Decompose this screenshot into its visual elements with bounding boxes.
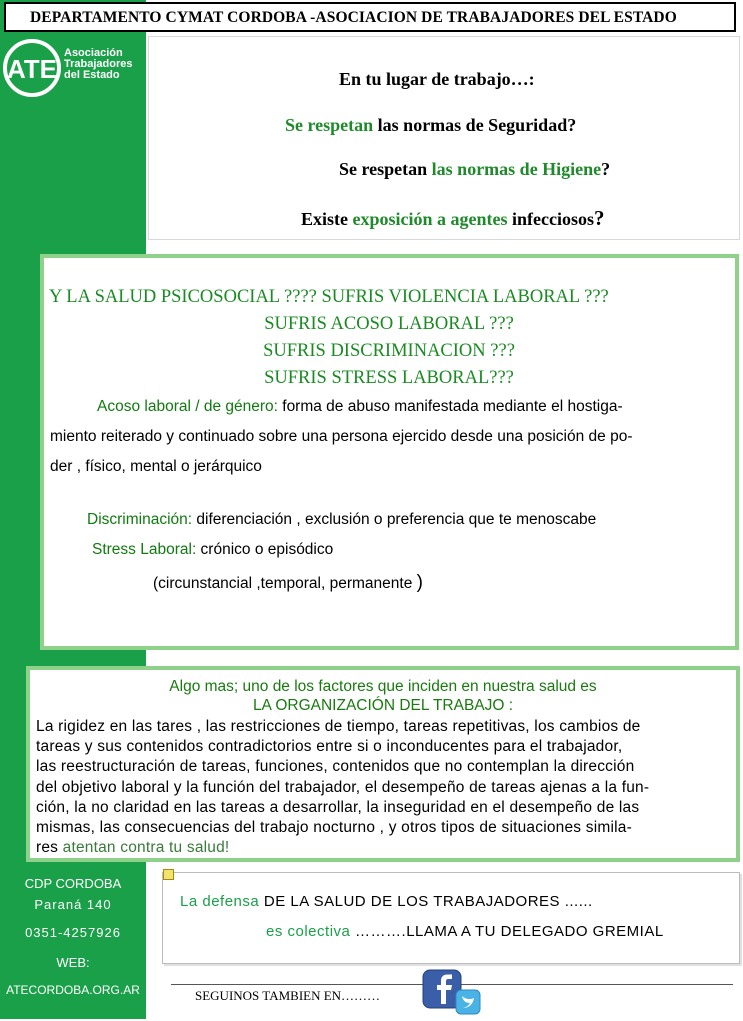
contact-web-label: WEB:: [56, 955, 90, 970]
stress-label: Stress Laboral:: [92, 541, 197, 558]
header-title: DEPARTAMENTO CYMAT CORDOBA -ASOCIACION DE TRABAJADORES DEL ESTADO: [30, 9, 677, 26]
defense-l2-highlight: es colectiva: [266, 923, 351, 940]
organization-paragraph: [36, 717, 736, 858]
defense-line-1: [180, 893, 593, 910]
defense-l1-text: DE LA SALUD DE LOS TRABAJADORES ......: [259, 893, 593, 910]
defense-l1-highlight: La defensa: [180, 893, 260, 910]
q3-pre: Existe: [301, 209, 353, 229]
facebook-link[interactable]: [420, 968, 484, 1016]
contact-phone: 0351-4257926: [25, 925, 121, 940]
ate-logo: [2, 38, 142, 100]
psychosocial-line-4: SUFRIS STRESS LABORAL???: [264, 368, 514, 388]
logo-line-2: Trabajadores: [64, 58, 133, 70]
q2-highlight: las normas de Higiene: [431, 159, 602, 179]
stress-types-text: (circunstancial ,temporal, permanente: [153, 575, 417, 592]
q1-highlight: Se respetan: [285, 115, 374, 135]
logo-line-1: Asociación: [64, 47, 123, 59]
contact-address: Paraná 140: [34, 897, 112, 912]
organization-p-line-6: mismas, las consecuencias del trabajo nocturno , y otros tipos de situaciones simila-: [36, 819, 632, 837]
question-higiene: [339, 159, 610, 180]
stress-types-close: ): [416, 572, 423, 593]
facebook-icon: [420, 968, 484, 1016]
question-agentes: [301, 206, 604, 231]
contact-org: CDP CORDOBA: [24, 876, 122, 891]
organization-p-line-7: [36, 838, 736, 858]
questions-box: [148, 36, 740, 240]
q3-highlight: exposición a agentes: [352, 209, 508, 229]
organization-p-line-3: las reestructuración de tareas, funciones, contenidos que no contemplan la dirección: [36, 758, 635, 776]
organization-p-line-5: ción, la no claridad en las tareas a desarrollar, la inseguridad en el desempeño de las: [36, 798, 640, 816]
logo-line-3: del Estado: [64, 69, 120, 81]
follow-us-text: SEGUINOS TAMBIEN EN………: [195, 988, 381, 1003]
q1-text: las normas de Seguridad?: [373, 115, 577, 135]
q2-pre: Se respetan: [339, 159, 432, 179]
organization-p-line-4: del objetivo laboral y la función del trabajador, el desempeño de tareas ajenas a la fun-: [36, 778, 650, 796]
contact-web-link[interactable]: ATECORDOBA.ORG.AR: [6, 983, 140, 997]
pin-icon: [163, 869, 174, 880]
discriminacion-label: Discriminación:: [87, 511, 193, 528]
psychosocial-box: [40, 254, 739, 650]
q2-post: ?: [601, 159, 611, 179]
discriminacion-text: diferenciación , exclusión o preferencia que te menoscabe: [192, 511, 597, 528]
ate-logo-icon: [2, 38, 62, 98]
stress-types: [153, 572, 423, 594]
organization-p7-pre: res: [36, 839, 63, 857]
defense-l2-text: ……….LLAMA A TU DELEGADO GREMIAL: [350, 923, 664, 940]
organization-line-2: LA ORGANIZACIÓN DEL TRABAJO :: [252, 697, 514, 714]
acoso-label: Acoso laboral / de género:: [97, 398, 278, 415]
q3-mark: ?: [593, 206, 605, 230]
stress-def: [92, 541, 333, 559]
acoso-def-line-1: [97, 398, 623, 416]
q3-post: infecciosos: [507, 209, 594, 229]
logo-mark: ATE: [6, 54, 58, 84]
psychosocial-line-1: Y LA SALUD PSICOSOCIAL ???? SUFRIS VIOLENCIA LABORAL ???: [49, 287, 609, 307]
acoso-def-line-2: miento reiterado y continuado sobre una persona ejercido desde una posición de po-: [50, 428, 633, 445]
header-banner: [4, 2, 736, 32]
defense-note: [162, 872, 740, 964]
acoso-text-1: forma de abuso manifestada mediante el hostiga-: [277, 398, 623, 415]
acoso-def-line-3: der , físico, mental o jerárquico: [50, 458, 262, 475]
organization-line-1: Algo mas; uno de los factores que inciden en nuestra salud es: [169, 678, 597, 695]
logo-text: [64, 48, 132, 81]
discriminacion-def: [87, 511, 596, 529]
organization-box: [26, 666, 740, 862]
defense-line-2: [266, 923, 664, 940]
psychosocial-line-2: SUFRIS ACOSO LABORAL ???: [264, 314, 514, 334]
organization-p7-highlight: atentan contra tu salud!: [62, 839, 230, 857]
psychosocial-line-3: SUFRIS DISCRIMINACION ???: [263, 341, 515, 361]
questions-intro: En tu lugar de trabajo…:: [339, 69, 535, 89]
question-seguridad: [285, 115, 576, 136]
stress-text: crónico o episódico: [196, 541, 334, 558]
organization-p-line-2: tareas y sus contenidos contradictorios entre si o inconducentes para el trabajador,: [36, 738, 623, 756]
organization-p-line-1: La rigidez en las tares , las restricciones de tiempo, tareas repetitivas, los cambios de: [36, 718, 641, 735]
